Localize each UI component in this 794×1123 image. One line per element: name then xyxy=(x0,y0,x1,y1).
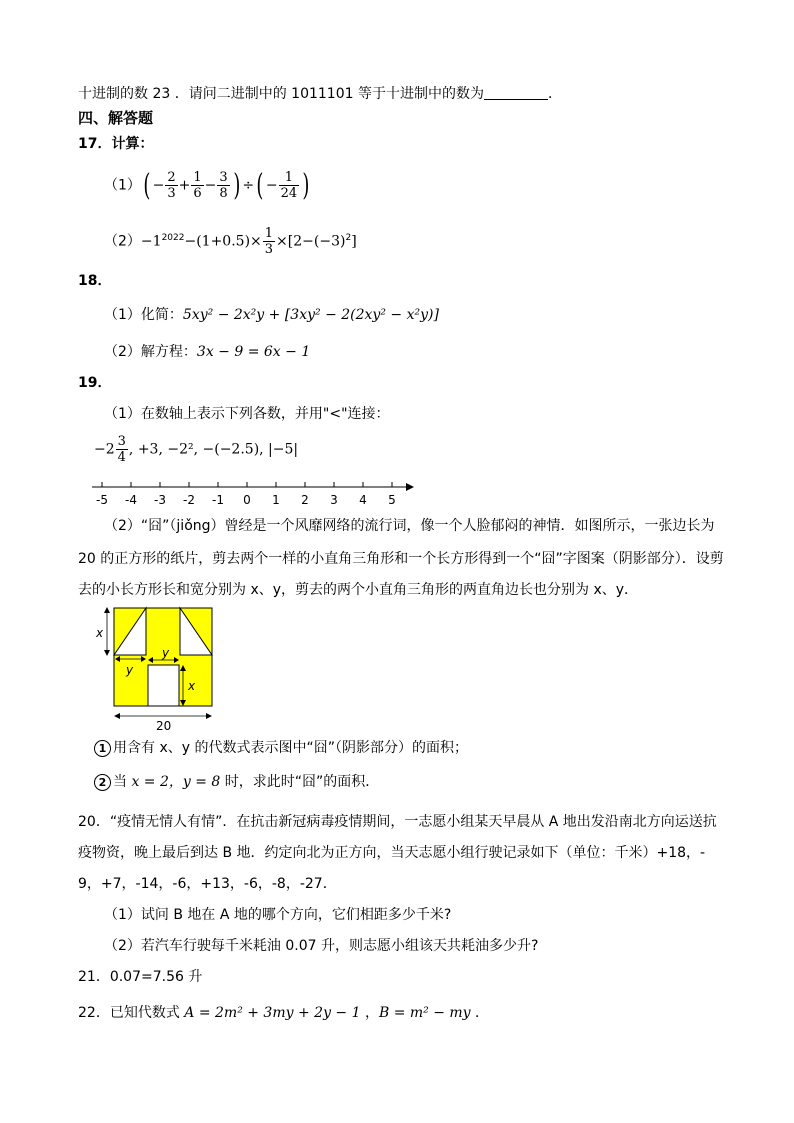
text: 当 xyxy=(113,774,132,790)
label-x: x xyxy=(188,679,196,693)
op: − xyxy=(204,177,217,194)
q19-p2-line3: 去的小长方形长和宽分别为 x、y，剪去的两个小直角三角形的两直角边长也分别为 x、y． xyxy=(78,582,639,598)
text: 时，求此时“囧”的面积． xyxy=(220,774,380,790)
exponent: 2 xyxy=(345,232,352,243)
text: 用含有 x、y 的代数式表示图中“囧”（阴影部分）的面积； xyxy=(113,740,468,756)
expr: ] xyxy=(351,233,357,250)
q19-sub2 xyxy=(94,772,379,792)
part-label: （1）化简： xyxy=(104,307,183,323)
text: ． xyxy=(470,1005,490,1021)
text: ． xyxy=(547,86,562,102)
paren: ( xyxy=(256,167,264,203)
expr: 5xy² − 2x²y + [3xy² − 2(2xy² − x²y)] xyxy=(182,307,439,323)
section-heading: 四、解答题 xyxy=(78,109,154,127)
part-label: （2） xyxy=(104,233,141,250)
tick-label: -1 xyxy=(212,493,224,507)
q20-line1: 20．“疫情无情人有情”．在抗击新冠病毒疫情期间，一志愿小组某天早晨从 A 地出发沿南北方向运送抗 xyxy=(78,814,717,830)
op: − xyxy=(152,177,165,194)
q20-line2: 疫物资，晚上最后到达 B 地．约定向北为正方向，当天志愿小组行驶记录如下（单位：千米）+18，- xyxy=(78,845,706,861)
expr: −(1+0.5)× xyxy=(184,233,262,250)
text: 22．已知代数式 xyxy=(78,1005,185,1021)
expr: B = m² − my xyxy=(378,1005,471,1021)
fraction: $\frac{1}{3}$ xyxy=(264,226,274,257)
text: 十进制的数 23 ．请问二进制中的 1011101 等于十进制中的数为 xyxy=(78,86,484,102)
q17-part1 xyxy=(104,167,312,210)
paren: ) xyxy=(302,167,310,203)
rectangle-cutout xyxy=(148,665,179,706)
q19-p2-line2: 20 的正方形的纸片，剪去两个一样的小直角三角形和一个长方形得到一个“囧”字图案（阴影部分）．设剪 xyxy=(78,551,724,567)
q18-part2 xyxy=(104,342,310,362)
op: + xyxy=(178,177,191,194)
op: − xyxy=(265,177,278,194)
paren: ) xyxy=(233,167,241,203)
op: ÷ xyxy=(242,177,255,194)
text: 17．计算： xyxy=(78,136,154,152)
fraction: $\frac{3}{8}$ xyxy=(219,170,228,201)
label-y: y xyxy=(126,663,134,677)
q19-numbers xyxy=(94,434,298,470)
tick-label: 0 xyxy=(243,493,251,507)
expr: −2 xyxy=(94,441,115,458)
tick-label: -4 xyxy=(125,493,137,507)
circle-number: 2 xyxy=(94,774,111,791)
circle-number: 1 xyxy=(94,740,111,757)
q19-p2-line1: （2）“囧”（jiǒng）曾经是一个风靡网络的流行词，像一个人脸郁闷的神情．如图所示，一张边长为 xyxy=(104,518,715,534)
expr: −1 xyxy=(140,233,162,250)
fraction: $\frac{3}{4}$ xyxy=(117,434,126,465)
label-y: y xyxy=(162,646,170,660)
q18-part1 xyxy=(104,305,439,325)
expr: , +3, −2², −(−2.5), |−5| xyxy=(128,441,299,458)
tick-label: 5 xyxy=(388,493,396,507)
text: ， xyxy=(360,1005,379,1021)
fraction: $\frac{1}{24}$ xyxy=(280,170,298,201)
q20-part2: （2）若汽车行驶每千米耗油 0.07 升，则志愿小组该天共耗油多少升? xyxy=(104,938,539,954)
prev-question-tail xyxy=(78,84,562,104)
expr: 3x − 9 = 6x − 1 xyxy=(196,344,311,360)
tick-label: -5 xyxy=(96,493,108,507)
q17-label xyxy=(78,134,153,154)
answer-blank[interactable] xyxy=(484,85,548,100)
paren: ( xyxy=(143,167,151,203)
jiong-figure xyxy=(92,604,232,732)
tick-label: 2 xyxy=(301,493,309,507)
part-label: （2）解方程： xyxy=(104,344,197,360)
expr: ×[2−(−3) xyxy=(276,233,346,250)
fraction: $\frac{1}{6}$ xyxy=(193,170,202,201)
q19-label: 19． xyxy=(78,375,112,391)
expr: x = 2，y = 8 xyxy=(131,774,221,790)
expr: A = 2m² + 3my + 2y − 1 xyxy=(184,1005,361,1021)
label-20: 20 xyxy=(156,719,172,732)
part-label: （1） xyxy=(104,177,141,194)
number-line xyxy=(88,478,418,508)
q18-label: 18． xyxy=(78,273,112,289)
exponent: 2022 xyxy=(161,232,185,243)
tick-label: 1 xyxy=(272,493,280,507)
q22 xyxy=(78,1003,489,1023)
q19-sub1 xyxy=(94,738,468,758)
fraction: $\frac{2}{3}$ xyxy=(167,170,176,201)
q17-part2 xyxy=(104,226,357,262)
q20-part1: （1）试问 B 地在 A 地的哪个方向，它们相距多少千米? xyxy=(104,907,452,923)
q19-part1: （1）在数轴上表示下列各数，并用"<"连接： xyxy=(104,406,390,422)
tick-label: 4 xyxy=(359,493,367,507)
tick-label: -3 xyxy=(154,493,166,507)
label-x: x xyxy=(96,626,104,640)
q20-line3: 9，+7，-14，-6，+13，-6，-8，-27． xyxy=(78,876,337,892)
q21: 21．0.07=7.56 升 xyxy=(78,969,203,985)
tick-label: -2 xyxy=(183,493,195,507)
tick-label: 3 xyxy=(330,493,338,507)
arrow-icon xyxy=(406,483,414,491)
